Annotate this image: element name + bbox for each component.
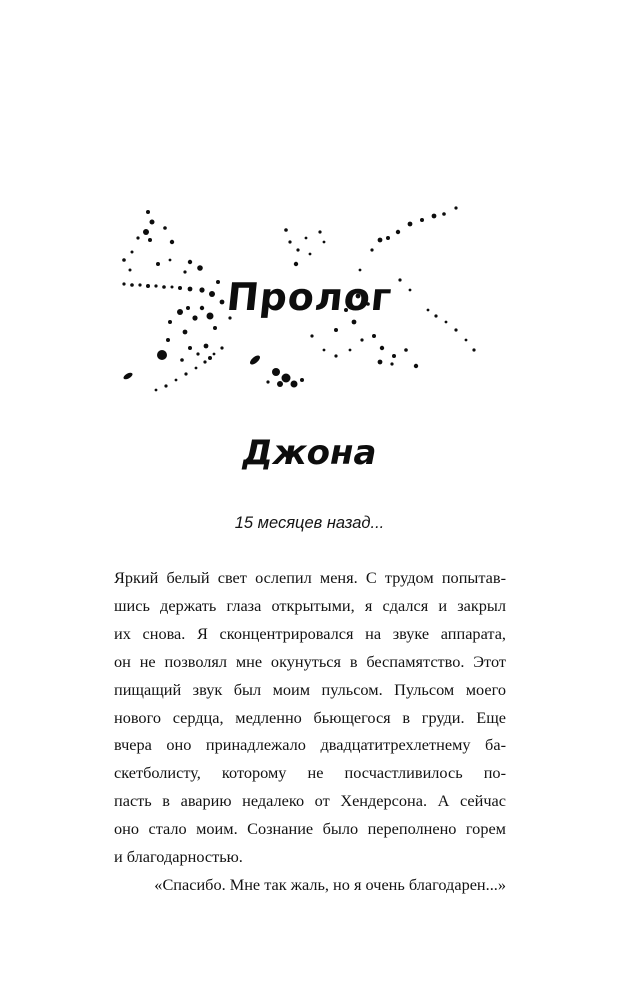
time-note: 15 месяцев назад...: [234, 514, 385, 532]
body-text: [114, 564, 506, 899]
text-line: их снова. Я сконцентрировался на звуке аппарата,: [114, 623, 506, 643]
dialogue-line: «Спасибо. Мне так жаль, но я очень благодарен...»: [154, 874, 506, 894]
text-line: оно стало моим. Сознание было переполнено горем: [114, 819, 506, 839]
text-line: скетболисту, которому не посчастливилось по-: [114, 763, 506, 783]
pov-character-name: Джона: [242, 433, 377, 473]
text-line: шись держать глаза открытыми, я сдался и закрыл: [114, 595, 506, 615]
chapter-title: Пролог: [224, 275, 395, 319]
text-line: вчера оно принадлежало двадцатитрехлетнему ба-: [114, 735, 506, 755]
text-line: и благодарностью.: [114, 847, 243, 867]
text-line: пищащий звук был моим пульсом. Пульсом моего: [114, 679, 506, 699]
text-line: нового сердца, медленно бьющегося в груди. Еще: [114, 707, 506, 727]
text-line: Яркий белый свет ослепил меня. С трудом попытав-: [114, 568, 506, 587]
text-line: пасть в аварию недалеко от Хендерсона. А сейчас: [114, 791, 506, 811]
text-line: он не позволял мне окунуться в беспамятство. Этот: [114, 651, 506, 671]
